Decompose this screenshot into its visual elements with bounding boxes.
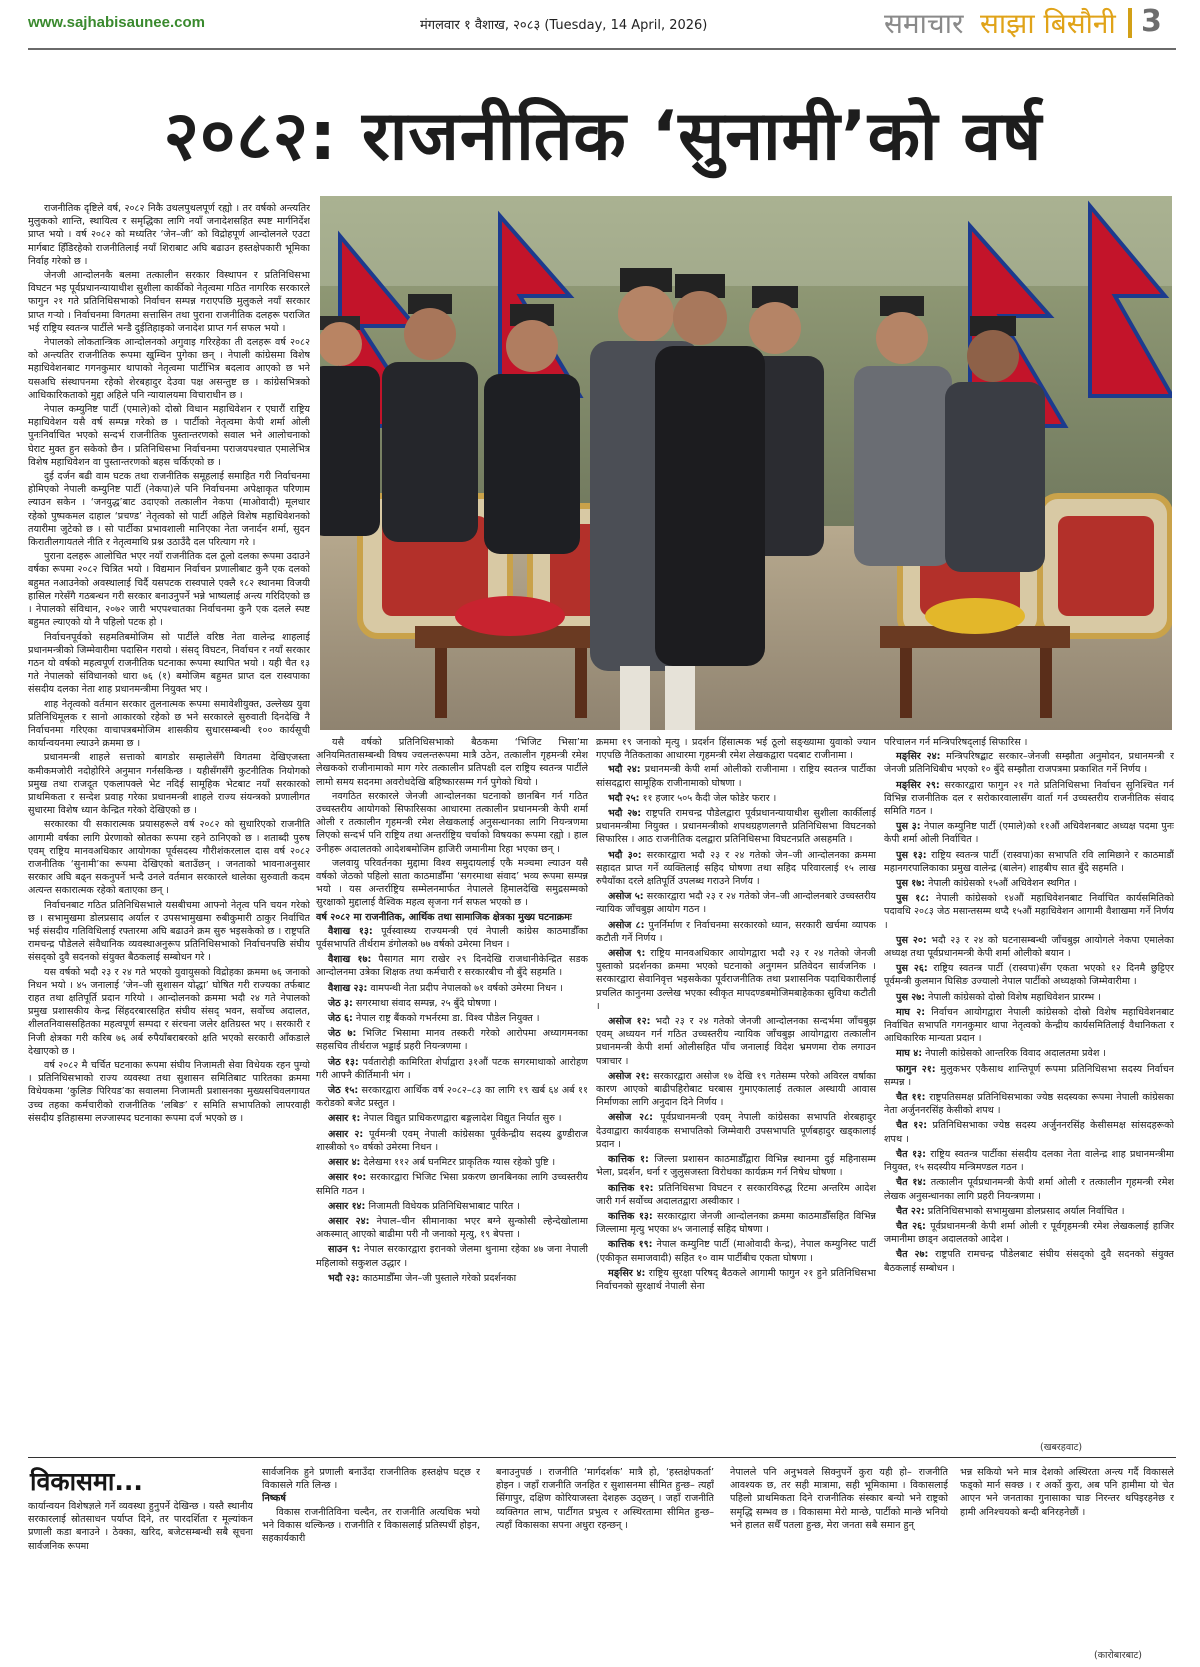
- timeline-entry: [316, 1243, 588, 1269]
- timeline-date: असार १०:: [328, 1172, 367, 1184]
- timeline-entry: [884, 750, 1174, 776]
- timeline-entry: [884, 1047, 1174, 1060]
- article-credit: (खबरहवाट): [1040, 1442, 1083, 1453]
- photo-illustration: [320, 196, 1172, 730]
- timeline-text: ११ हजार ५०५ कैदी जेल फोडेर फरार ।: [639, 792, 777, 804]
- column-1: [28, 202, 310, 1449]
- timeline-text: प्रतिनिधिसभाको सभामुखमा डोलप्रसाद अर्याल निर्वाचित ।: [924, 1205, 1125, 1217]
- timeline-entry: [884, 962, 1174, 988]
- timeline-entry: [596, 763, 876, 789]
- timeline-date: पुस २०:: [896, 934, 927, 946]
- timeline-date: पुस २७:: [896, 991, 926, 1003]
- timeline-entry: [316, 1272, 588, 1285]
- timeline-entry: [316, 982, 588, 995]
- timeline-entry: [596, 1238, 876, 1264]
- timeline-date: चैत ११:: [896, 1092, 926, 1104]
- timeline-text: वामपन्थी नेता प्रदीप नेपालको ७१ वर्षको उमेरमा निधन ।: [367, 982, 563, 994]
- page-number: 3: [1141, 4, 1162, 39]
- timeline-text: मन्त्रिपरिषद्बाट सरकार–जेनजी सम्झौता अनुमोदन, प्रधानमन्त्री र जेनजी प्रतिनिधिबीच भएको १० बुँदे सम्झौता राजपत्रमा प्रकाशित गर्ने निर्णय ।: [884, 751, 1174, 776]
- article-paragraph: राजनीतिक दृष्टिले वर्ष, २०८२ निकै उथलपुथलपूर्ण रह्यो । तर वर्षको अन्त्यतिर मुलुकको शान्ति, स्थायित्व र समृद्धिका लागि नयाँ जनादेशसहित स्पष्ट मार्गनिर्देश प्राप्त भयो । वर्ष २०८२ को मध्यतिर ‘जेन–जी’ को विद्रोहपूर्ण आन्दोलनले एउटा मार्गबाट हिँडिरहेको राजनीतिलाई नयाँ शिराबाट अघि बढाउन हस्तक्षेपकारी भूमिका निर्वाह गरेको छ ।: [28, 203, 310, 267]
- timeline-entry: [596, 1111, 876, 1151]
- timeline-date: साउन ९:: [328, 1244, 361, 1256]
- timeline-date: वैशाख २३:: [328, 982, 368, 994]
- article-paragraph: दुई दर्जन बढी वाम घटक तथा राजनीतिक समूहलाई समाहित गरी निर्वाचनमा होमिएको नेपाली कम्युनिष्ट पार्टी (नेकपा)ले पनि निर्वाचनमा अपेक्षाकृत परिणाम ल्याउन सकेन । ‘जनयुद्ध’बाट उदाएको तत्कालीन नेकपा (माओवादी) मूलधार रहेको पुष्पकमल दाहाल ‘प्रचण्ड’ नेतृत्वको सो पार्टी अहिले विशेष महाधिवेशनको तयारीमा जुटेको छ । सो पार्टीका प्रभावशाली मानिएका नेता जनार्दन शर्मा, सुदन किरातीलगायतले नीति र नेतृत्वमाथि प्रश्न उठाउँदै दल परित्याग गरे ।: [28, 471, 310, 549]
- article-paragraph: निर्वाचनपूर्वको सहमतिबमोजिम सो पार्टीले वरिष्ठ नेता वालेन्द्र शाहलाई प्रधानमन्त्रीको जिम्मेवारीमा पदासिन गरायो । संसद् विघटन, निर्वाचन र नयाँ सरकार गठन यो वर्षको महत्वपूर्ण राजनीतिक घटनाका रूपमा स्थापित भयो । यही चैत १३ गते नेपालको संविधानको धारा ७६ (१) बमोजिम बहुमत प्राप्त दल रास्वपाका संसदीय दलका नेता शाह प्रधानमन्त्रीमा नियुक्त भए ।: [28, 631, 310, 696]
- timeline-text: पूर्वप्रधानमन्त्री एवम् नेपाली कांग्रेसका सभापति शेरबहादुर देउवाद्वारा कार्यवाहक सभापतिको जिम्मेवारी उपसभापति पूर्णबहादुर खड्कालाई प्रदान ।: [596, 1112, 876, 1150]
- timeline-text: सरकारद्वारा जेनजी आन्दोलनका क्रममा काठमाडौँसहित विभिन्न जिल्लामा मृत्यु भएका ४५ जनालाई सहिद घोषणा ।: [596, 1210, 876, 1236]
- timeline-date: कात्तिक १९:: [608, 1239, 653, 1251]
- timeline-date: चैत १३:: [896, 1148, 926, 1160]
- timeline-date: कात्तिक १३:: [608, 1210, 653, 1222]
- timeline-date: भदौ २३:: [328, 1272, 360, 1284]
- timeline-entry: [884, 1006, 1174, 1046]
- timeline-text: नेपाल सरकारद्वारा इरानको जेलमा थुनामा रहेका ४७ जना नेपाली महिलाको सकुशल उद्धार ।: [316, 1244, 588, 1269]
- timeline-entry: [596, 1015, 876, 1068]
- timeline-text: देलेखमा ११२ अर्ब घनमिटर प्राकृतिक ग्यास रहेको पुष्टि ।: [360, 1157, 556, 1169]
- timeline-entry: [884, 849, 1174, 875]
- timeline-entry: [884, 1176, 1174, 1202]
- timeline-date: चैत २७:: [896, 1249, 929, 1261]
- site-url[interactable]: www.sajhabisaunee.com: [28, 14, 206, 31]
- page-header: [0, 0, 1200, 48]
- timeline-entry: [884, 1205, 1174, 1218]
- timeline-date: वैशाख १७:: [328, 954, 372, 966]
- timeline-entry: [884, 1091, 1174, 1117]
- header-divider: [1128, 8, 1132, 38]
- timeline-entry: [596, 1182, 876, 1208]
- timeline-text: सरकारद्वारा आर्थिक वर्ष २०८२–८३ का लागि १९ खर्ब ६४ अर्ब ११ करोडको बजेट प्रस्तुत ।: [316, 1085, 588, 1110]
- bottom-column-4: नेपालले पनि अनुभवले सिक्नुपर्ने कुरा यही हो– राजनीति आवश्यक छ, तर सही मात्रामा, सही भूमिकामा । विकासलाई पहिलो प्राथमिकता दिने राजनीतिक संस्कार बन्यो भने राष्ट्रको समृद्धि सम्भव छ । विकासमा मेरो मान्छे, पार्टीको मान्छे भनियो भने हालत सधैँ पतला हुन्छ, मेरा जनता सबै समान हुन्: [730, 1467, 948, 1531]
- timeline-date: कात्तिक १२:: [608, 1182, 654, 1194]
- column-4: [884, 736, 1174, 1454]
- timeline-entry: [316, 1215, 588, 1241]
- article-paragraph: प्रधानमन्त्री शाहले सत्ताको बागडोर सम्हालेसँगै विगतमा देखिएजस्ता कमीकमजोरी नदोहोरिने अनुमान गर्नसकिन्छ । यहीसँगसँगै कुटनीतिक नियोगको प्रमुख तथा राजदूत एकलापक्ले भेट नदिई सामूहिक भेटबाट नयाँ सरकारको प्राथमिकता र सन्देश प्रवाह गरेका प्रधानमन्त्री शाहले राज्य संयन्त्रको प्रणालीगत सुधारमा विशेष ध्यान केन्द्रित गरेको देखिएको छ ।: [28, 752, 310, 817]
- timeline-text: राष्ट्रपतिसमक्ष प्रतिनिधिसभाका ज्येष्ठ सदस्यका रूपमा नेपाली कांग्रेसका नेता अर्जुननरसिंह केसीको शपथ ।: [884, 1092, 1174, 1117]
- column-3: [596, 736, 876, 1454]
- article-paragraph: सरकारका यी सकारात्मक प्रयासहरूले वर्ष २०८२ को सुधारिएको राजनीति आगामी वर्षका लागि प्रेरणाको स्रोतका रूपमा रहने ठानिएको छ । शताब्दी पुरुष एवम् राष्ट्रिय मानवअधिकार आयोगका पूर्वसदस्य गौरीशंकरलाल दास वर्ष २०८२ राजनीतिक ‘सुनामी’का रूपमा देखिएको बताउँछन् । जनताको भावनाअनुसार सरकार अघि बढ्न सकनुपर्ने भन्दै उनले वर्तमान सरकारले थालेका सुरुवाती कदम अत्यन्त सकारात्मक रहेको बताएका छन् ।: [28, 819, 310, 897]
- timeline-entry: [596, 792, 876, 805]
- timeline-entry: [596, 807, 876, 847]
- timeline-text: प्रतिनिधिसभा विघटन र सरकारविरुद्ध रिटमा अन्तरिम आदेश जारी गर्न सर्वोच्च अदालतद्वारा अस्वीकार ।: [596, 1182, 876, 1207]
- timeline-date: भदौ २४:: [608, 764, 641, 776]
- timeline-entry: [884, 1148, 1174, 1174]
- timeline-date: पुस २६:: [896, 963, 928, 975]
- article-paragraph: नेपाल कम्युनिष्ट पार्टी (एमाले)को दोस्रो विधान महाधिवेशन र एघारौं राष्ट्रिय महाधिवेशन यसै वर्ष सम्पन्न गरेको छ । पार्टीको नेतृत्वमा केपी शर्मा ओली पुनःनिर्वाचित भएको सन्दर्भ राजनीतिक पुस्तान्तरणको सवाल भने आलोचनाको घेराट मुक्त हुन सकेको छैन । प्रतिनिधिसभा निर्वाचनमा पराजयपश्चात एमालेभित्र विशेष महाधिवेशन वा पुस्तान्तरणको बहस चर्किएको छ ।: [28, 404, 310, 468]
- timeline-date: असार १:: [328, 1113, 361, 1125]
- timeline-entry: [316, 953, 588, 979]
- continuation-title: विकासमा...: [30, 1467, 143, 1496]
- timeline-entry: [884, 1063, 1174, 1089]
- timeline-entry: [884, 1119, 1174, 1145]
- timeline-text: सरकारद्वारा भिजिट भिसा प्रकरण छानबिनका लागि उच्चस्तरीय समिति गठन ।: [316, 1172, 588, 1197]
- timeline-text: राष्ट्रपति रामचन्द्र पौडेलबाट संघीय संसद्को दुवै सदनको संयुक्त बैठकलाई सम्बोधन ।: [884, 1249, 1174, 1274]
- timeline-text: नेपाल विद्युत प्राधिकरणद्वारा बङ्गलादेश विद्युत निर्यात सुरु ।: [360, 1113, 562, 1125]
- timeline-date: मङ्सिर ४:: [608, 1267, 646, 1279]
- article-paragraph: नेपालको लोकतान्त्रिक आन्दोलनको अगुवाइ गरिरहेका ती दलहरू वर्ष २०८२ को अन्त्यतिर राजनीतिक रूपमा खुम्चिन पुगेका छन् । नेपाली कांग्रेसमा विशेष महाधिवेशनबाट गगनकुमार थापाको नेतृत्वमा पार्टीभित्र बदलाव आएको छ भने यसअघि संस्थापनमा रहेको शेरबहादुर देउवा पक्ष असन्तुष्ट छ । कांग्रेसभित्रको आधिकारिकताको मुद्दा अहिले पनि न्यायालयमा विचाराधीन छ ।: [28, 337, 310, 401]
- timeline-entry: [884, 892, 1174, 932]
- timeline-date: पुस १७:: [896, 878, 926, 890]
- timeline-text: तत्कालीन पूर्वप्रधानमन्त्री केपी शर्मा ओली र तत्कालीन गृहमन्त्री रमेश लेखक अनुसन्धानका लागि प्रहरी नियन्त्रणमा ।: [884, 1177, 1174, 1202]
- conclusion-heading: निष्कर्ष: [262, 1493, 286, 1505]
- timeline-date: असोज २८:: [608, 1112, 653, 1124]
- section-rule: [28, 1457, 1176, 1458]
- timeline-date: जेठ १३:: [328, 1056, 359, 1068]
- timeline-entry: [884, 820, 1174, 846]
- bottom-paragraph: सार्वजनिक हुने प्रणाली बनाउँदा राजनीतिक हस्तक्षेप घट्छ र विकासले गति लिन्छ ।: [262, 1467, 480, 1492]
- timeline-text: सरकारद्वारा भदौ २३ र २४ गतेको जेन–जी आन्दोलनबारे उच्चस्तरीय न्यायिक जाँचबुझ आयोग गठन ।: [596, 891, 876, 916]
- dateline: मंगलवार १ वैशाख, २०८३ (Tuesday, 14 April, 2026): [420, 18, 708, 33]
- timeline-text: नेपाल कम्युनिष्ट पार्टी (एमाले)को ११औं अधिवेशनबाट अध्यक्ष पदमा पुनः केपी शर्मा ओली निर्वाचित ।: [884, 821, 1174, 846]
- timeline-date: मङ्सिर २४:: [896, 751, 941, 763]
- timeline-date: भदौ ३०:: [608, 849, 642, 861]
- timeline-text: पूर्वमन्त्री एवम् नेपाली कांग्रेसका पूर्वकेन्द्रीय सदस्य ढुण्डीराज शास्त्रीको ९० वर्षको उमेरमा निधन ।: [316, 1128, 588, 1153]
- article-paragraph: यसै वर्षको प्रतिनिधिसभाको बैठकमा ‘भिजिट भिसा’मा अनियमिततासम्बन्धी विषय ज्वलन्तरूपमा मात्रै उठेन, तत्कालीन गृहमन्त्री रमेश लेखकको राजीनामाको माग गरेर तत्कालीन प्रतिपक्षी दल राष्ट्रिय स्वतन्त्र पार्टीले लामो समय सदनमा अवरोधदेखि बहिष्कारसम्म गर्न पुगेको थियो ।: [316, 737, 588, 788]
- bottom-column-1: कार्यान्वयन विशेषज्ञले गर्ने व्यवस्था हुनुपर्ने देखिन्छ । यस्तै स्थानीय सरकारलाई स्रोतसाधन पर्याप्त दिने, तर पारदर्शिता र मूल्यांकन प्रणाली कडा बनाउने । ठेक्का, खरिद, बजेटसम्बन्धी सबै सूचना सार्वजनिक रूपमा: [28, 1501, 253, 1552]
- timeline-text: सरकारद्वारा भदौ २३ र २४ गतेको जेन–जी आन्दोलनका क्रममा सहादत प्राप्त गर्ने व्यक्तिलाई सहिद घोषणा तथा सहिद परिवारलाई १५ लाख रुपैयाँका दरले क्षतिपूर्ति उपलब्ध गराउने निर्णय ।: [596, 849, 876, 888]
- timeline-date: फागुन २१:: [896, 1063, 936, 1075]
- timeline-text: राष्ट्रपति रामचन्द्र पौडेलद्वारा पूर्वप्रधानन्यायाधीश सुशीला कार्कीलाई प्रधानमन्त्रीमा नियुक्त । प्रधानमन्त्रीको शपथग्रहणलगत्तै प्रतिनिधिसभा विघटनको सिफारिस । आठ राजनीतिक दलद्वारा प्रतिनिधिसभा विघटनप्रति असहमति ।: [596, 808, 876, 846]
- timeline-text: पर्वतारोही कामिरिता शेर्पाद्वारा ३१औं पटक सगरमाथाको आरोहण गरी आफ्नै कीर्तिमानी भंग ।: [316, 1056, 588, 1081]
- timeline-date: जेठ १५:: [328, 1085, 359, 1097]
- timeline-text: नेपाली कांग्रेसको आन्तरिक विवाद अदालतमा प्रवेश ।: [922, 1048, 1107, 1060]
- article-paragraph: नवगठित सरकारले जेनजी आन्दोलनका घटनाको छानबिन गर्न गठित उच्चस्तरीय आयोगको सिफारिसका आधारमा तत्कालीन प्रधानमन्त्री केपी शर्मा ओली र तत्कालीन गृहमन्त्री रमेश लेखकलाई अनुसन्धानका लागि नियन्त्रणमा लिएको सन्दर्भ पनि राष्ट्रिय तथा अन्तर्राष्ट्रिय चर्चाको विषयका रूपमा रह्यो । हाल उनीहरू अदालतको आदेशबमोजिम हाजिरी जमानीमा रिहा भएका छन् ।: [316, 790, 588, 855]
- timeline-continued: परिचालन गर्न मन्त्रिपरिषद्लाई सिफारिस ।: [884, 737, 1028, 748]
- timeline-date: कात्तिक १:: [608, 1154, 649, 1166]
- header-rule: [28, 48, 1176, 50]
- bottom-column-3: बनाउनुपर्छ । राजनीति ‘मार्गदर्शक’ मात्रै हो, ‘हस्तक्षेपकर्ता’ होइन । जहाँ राजनीति जनहित र सुशासनमा सीमित हुन्छ– त्यहाँ सिंगापुर, दक्षिण कोरियाजस्ता देशहरू उठ्छन् । जहाँ राजनीति व्यक्तिगत लाभ, पार्टीगत प्रभुत्व र अस्थिरतामा सीमित हुन्छ– त्यहाँ विकासका सपना अधुरा रहन्छन् ।: [496, 1467, 714, 1531]
- timeline-text: राष्ट्रिय सुरक्षा परिषद् बैठकले आगामी फागुन २१ हुने प्रतिनिधिसभा निर्वाचनको सुरक्षार्थ नेपाली सेना: [596, 1267, 876, 1292]
- timeline-entry: [884, 1248, 1174, 1274]
- timeline-date: जेठ ७:: [328, 1028, 357, 1040]
- timeline-text: नेपाल राष्ट्र बैंकको गभर्नरमा डा. विश्व पौडेल नियुक्त ।: [352, 1013, 540, 1025]
- timeline-entry: [316, 1112, 588, 1125]
- timeline-date: वैशाख १३:: [328, 925, 373, 937]
- timeline-entry: [316, 1200, 588, 1213]
- headline: २०८२: राजनीतिक ‘सुनामी’को वर्ष: [163, 97, 1043, 176]
- timeline-entry: [316, 1128, 588, 1154]
- timeline-date: असार १४:: [328, 1200, 366, 1212]
- timeline-text: नेपाली कांग्रेसको १४औं महाधिवेशनबाट निर्वाचित कार्यसमितिको पदावधि २०८३ जेठ मसान्तसम्म थप्दै १५औं महाधिवेशन आगामी वैशाखमा गर्ने निर्णय ।: [884, 893, 1174, 931]
- timeline-text: मुलुकभर एकैसाथ शान्तिपूर्ण रूपमा प्रतिनिधिसभा सदस्य निर्वाचन सम्पन्न ।: [884, 1063, 1174, 1088]
- article-paragraph: पुराना दलहरू आलोचित भएर नयाँ राजनीतिक दल ठूलो दलका रूपमा उदाउने वर्षका रूपमा २०८२ चित्रित भयो । विद्यमान निर्वाचन प्रणालीबाट कुनै एक दलको बहुमत नआउनेको अवस्थालाई चिर्दै यसपटक रास्वपाले एक्लै १८२ स्थानमा विजयी हासिल गरेसँगै गठबन्धन गरी सरकार बनाउनुपर्ने भन्ने भाष्यलाई अन्त्य गरिदिएको छ । नेपालको संविधान, २०७२ जारी भएपश्चातका निर्वाचनमा कुनै एक दलले स्पष्ट बहुमत ल्याएको यो नै पहिलो पटक हो ।: [28, 551, 310, 629]
- timeline-text: नेपाल कम्युनिष्ट पार्टी (माओवादी केन्द्र), नेपाल कम्युनिस्ट पार्टी (एकीकृत समाजवादी) सहित १० वाम पार्टीबीच एकता घोषणा ।: [596, 1239, 876, 1264]
- timeline-text: सगरमाथा संवाद सम्पन्न, २५ बुँदे घोषणा ।: [352, 997, 498, 1009]
- timeline-entry: [596, 1210, 876, 1236]
- timeline-date: मङ्सिर २९:: [896, 779, 940, 791]
- news-photo: [320, 196, 1172, 730]
- article-paragraph: शाह नेतृत्वको वर्तमान सरकार तुलनात्मक रूपमा समावेशीयुक्त, उल्लेख्य युवा प्रतिनिधिमूलक र सानो आकारको रहेको छ भने सरकारले सुरुवाती दिनदेखि नै निर्वाचनमा गरिएका वाचापत्रबमोजिम शासकीय सुधारसम्बन्धी १०० कार्यसूची कार्यान्वयनमा ल्याउने क्रममा छ ।: [28, 698, 310, 750]
- timeline-text: पुनर्निर्माण र निर्वाचनमा सरकारको ध्यान, सरकारी खर्चमा व्यापक कटौती गर्ने निर्णय ।: [596, 919, 876, 944]
- timeline-date: भदौ २७:: [608, 808, 642, 820]
- timeline-date: चैत १४:: [896, 1177, 927, 1189]
- timeline-date: माघ २:: [896, 1006, 926, 1018]
- timeline-text: भदौ २३ र २४ को घटनासम्बन्धी जाँचबुझ आयोगले नेकपा एमालेका अध्यक्ष तथा पूर्वप्रधानमन्त्री केपी शर्मा ओलीको बयान ।: [884, 934, 1174, 960]
- timeline-entry: [316, 1171, 588, 1197]
- timeline-text: प्रधानमन्त्री केपी शर्मा ओलीको राजीनामा । राष्ट्रिय स्वतन्त्र पार्टीका सांसदद्वारा सामूहिक राजीनामाको घोषणा ।: [596, 764, 876, 789]
- timeline-entry: [596, 849, 876, 889]
- timeline-entry: [596, 947, 876, 1013]
- timeline-entry: [596, 919, 876, 945]
- timeline-text: निजामती विधेयक प्रतिनिधिसभाबाट पारित ।: [365, 1200, 520, 1212]
- timeline-entry: [316, 925, 588, 951]
- timeline-text: नेपाली कांग्रेसको दोस्रो विशेष महाधिवेशन प्रारम्भ ।: [925, 991, 1101, 1003]
- timeline-date: असोज ९:: [608, 948, 646, 960]
- timeline-date: असार ४:: [328, 1157, 361, 1169]
- article-paragraph: यस वर्षको भदौ २३ र २४ गते भएको युवायुसको विद्रोहका क्रममा ७६ जनाको निधन भयो । ४५ जनालाई ‘जेन–जी सुशासन योद्धा’ घोषित गरी राज्यका तर्फबाट राहत तथा क्षतिपूर्ति प्रदान गरियो । आन्दोलनको क्रममा भदौ २४ गते नेपालको प्रमुख प्रशासकीय केन्द्र सिंहदरबारसहित संघीय संसद् भवन, सर्वोच्च अदालत, शीलतनिवाससहितका महत्वपूर्ण सम्पदा र संरचना जलेर क्षतिग्रस्त भए । सरकारी र निजी क्षेत्रका गरी करिब ७६ अर्ब रुपैयाँबराबरको क्षति भएको सरकारी आँकडाले देखाएको छ ।: [28, 966, 310, 1057]
- timeline-entry: [884, 779, 1174, 819]
- timeline-text: भिजिट भिसामा मानव तस्करी गरेको आरोपमा अध्यागमनका सहसचिव तीर्थराज भड्डाई प्रहरी नियन्त्रणमा ।: [316, 1028, 588, 1053]
- timeline-date: असार २४:: [328, 1215, 370, 1227]
- timeline-text: राष्ट्रिय स्वतन्त्र पार्टीका संसदीय दलका नेता वालेन्द्र शाह प्रधानमन्त्रीमा नियुक्त, १५ सदस्यीय मन्त्रिमण्डल गठन ।: [884, 1148, 1174, 1174]
- timeline-text: पूर्वप्रधानमन्त्री केपी शर्मा ओली र पूर्वगृहमन्त्री रमेश लेखकलाई हाजिर जमानीमा छाड्न अदालतको आदेश ।: [884, 1220, 1174, 1246]
- article-paragraph: जलवायु परिवर्तनका मुद्दामा विश्व समुदायलाई एकै मञ्चमा ल्याउन यसै वर्षको जेठको पहिलो साता काठमाडौँमा ‘सगरमाथा संवाद’ भव्य रूपमा सम्पन्न भयो । यस अन्तर्राष्ट्रिय सम्मेलनमार्फत नेपालले हिमालदेखि समुद्रसम्मको सुरक्षाको मुद्दालाई वैश्विक महत्व सृजना गर्न सफल भएको छ ।: [316, 857, 588, 909]
- timeline-text: राष्ट्रिय स्वतन्त्र पार्टी (रास्वपा)का सभापति रवि लामिछाने र काठमाडौं महानगरपालिकाका प्रमुख वालेन्द्र (बालेन) शाहबीच सात बुँदे सहमति ।: [884, 849, 1174, 874]
- bottom-paragraph: विकास राजनीतिविना चल्दैन, तर राजनीति अत्यधिक भयो भने विकास थल्किन्छ । राजनीति र विकासलाई प्रतिस्पर्धी होइन, सहकार्यकारी: [262, 1506, 480, 1545]
- timeline-entry: [884, 991, 1174, 1004]
- timeline-entry: [884, 877, 1174, 890]
- timeline-text: राष्ट्रिय स्वतन्त्र पार्टी (रास्वपा)सँग एकता भएको १२ दिनमै छुट्टिएर पूर्वमन्त्री कुलमान घिसिङ उज्यालो नेपाल पार्टीको अध्यक्षको जिम्मेवारीमा ।: [884, 963, 1174, 988]
- paper-name: साझा बिसौनी: [980, 7, 1116, 40]
- timeline-entry: [596, 890, 876, 916]
- timeline-text: प्रतिनिधिसभाका ज्येष्ठ सदस्य अर्जुननरसिंह केसीसमक्ष सांसदहरूको शपथ ।: [884, 1120, 1174, 1145]
- timeline-date: असोज ५:: [608, 891, 644, 903]
- timeline-entry: [316, 1027, 588, 1053]
- timeline-entry: [596, 1070, 876, 1110]
- timeline-text: निर्वाचन आयोगद्वारा नेपाली कांग्रेसको दोस्रो विशेष महाधिवेशनबाट निर्वाचित सभापति गगनकुमार थापा नेतृत्वको केन्द्रीय कार्यसमितिलाई वैधानिकता र आधिकारिक मान्यता प्रदान ।: [884, 1006, 1174, 1045]
- timeline-entry: [316, 1084, 588, 1110]
- timeline-entry: [316, 1156, 588, 1169]
- timeline-date: पुस ३:: [896, 821, 921, 833]
- timeline-date: असोज १२:: [608, 1016, 651, 1028]
- timeline-text: सरकारद्वारा असोज १७ देखि १९ गतेसम्म परेको अविरल वर्षाका कारण आएको बाढीपहिरोबाट घरबास गुमाएकालाई तत्काल अस्थायी आवास निर्माणका लागि अनुदान दिने निर्णय ।: [596, 1070, 876, 1109]
- bottom-column-2: [262, 1466, 480, 1660]
- timeline-entry: [596, 1267, 876, 1293]
- timeline-text: पैसागत माग राखेर २९ दिनदेखि राजधानीकेन्द्रित सडक आन्दोलनमा उत्रेका शिक्षक तथा कर्मचारी र सरकारबीच नौ बुँदे सहमति ।: [316, 954, 588, 979]
- section-label: समाचार: [884, 7, 964, 40]
- timeline-text: जिल्ला प्रशासन काठमाडौँद्वारा विभिन्न स्थानमा दुई महिनासम्म भेला, प्रदर्शन, धर्ना र जुलुसजस्ता विरोधका कार्यक्रम गर्न निषेध घोषणा ।: [596, 1154, 876, 1179]
- timeline-date: असार २:: [328, 1128, 364, 1140]
- timeline-date: पुस १३:: [896, 849, 927, 861]
- timeline-date: असोज २१:: [608, 1070, 650, 1082]
- timeline-date: चैत २२:: [896, 1205, 925, 1217]
- timeline-entry: [316, 1056, 588, 1082]
- timeline-date: असोज ८:: [608, 919, 645, 931]
- timeline-entry: [316, 997, 588, 1010]
- article-paragraph: जेनजी आन्दोलनकै बलमा तत्कालीन सरकार विस्थापन र प्रतिनिधिसभा विघटन भइ पूर्वप्रधानन्यायाधीश सुशीला कार्कीको नेतृत्वमा गठित नागरिक सरकारले फागुन २१ गते प्रतिनिधिसभाको निर्वाचन सम्पन्न गराएपछि मुलुकले नयाँ सरकार प्राप्त गऱ्यो । निर्वाचनमा विगतमा सत्तासिन तथा पुराना राजनीतिक दलहरू पराजित भई राष्ट्रिय स्वतन्त्र पार्टीले भन्डै दुईतिहाइको जनादेश प्राप्त गर्न सफल भयो ।: [28, 270, 310, 334]
- timeline-date: जेठ ३:: [328, 997, 353, 1009]
- article-paragraph: निर्वाचनबाट गठित प्रतिनिधिसभाले यसबीचमा आफ्नो नेतृत्व पनि चयन गरेको छ । सभामुखमा डोलप्रसाद अर्याल र उपसभामुखमा रुबीकुमारी ठाकुर निर्वाचित भई संसदीय गतिविधिलाई रफ्तारमा अघि बढाउने क्रम सुरु भइसकेको छ । राष्ट्रपति रामचन्द्र पौडेलले संवैधानिक व्यवस्थाअनुरूप प्रतिनिधिसभाको निर्वाचनपछि संघीय संसद्को दुवै सदनको संयुक्त बैठकलाई सम्बोधन गरे ।: [28, 899, 310, 964]
- timeline-entry: [596, 1153, 876, 1179]
- timeline-text: पूर्वस्वास्थ्य राज्यमन्त्री एवं नेपाली कांग्रेस काठमाडौँका पूर्वसभापति तीर्थराम डंगोलको ७७ वर्षको उमेरमा निधन ।: [316, 925, 588, 951]
- column-2: [316, 736, 588, 1454]
- timeline-date: भदौ २५:: [608, 792, 640, 804]
- timeline-entry: [884, 1220, 1174, 1246]
- events-subheading: वर्ष २०८२ मा राजनीतिक, आर्थिक तथा सामाजिक क्षेत्रका मुख्य घटनाक्रमः: [316, 911, 572, 923]
- timeline-text: नेपाल–चीन सीमानाका भएर बग्ने सुन्कोसी ल्हेन्देखोलामा अकस्मात् आएको बाढीमा परी नौ जनाको मृत्यु, १९ बेपत्ता ।: [316, 1215, 588, 1241]
- bottom-credit: (कारोबारबाट): [1094, 1650, 1142, 1661]
- timeline-text: नेपाली कांग्रेसको १५औं अधिवेशन स्थगित ।: [925, 878, 1077, 890]
- article-paragraph: वर्ष २०८२ मै चर्चित घटनाका रूपमा संघीय निजामती सेवा विधेयक रहन पुग्यो । प्रतिनिधिसभाको राज्य व्यवस्था तथा सुशासन समितिबाट पारितका क्रममा विधेयकमा ‘कुलिङ पिरियड’का सवालमा निजामती प्रशासनका मुख्यसचिवलगायत उच्च तहका कर्मचारीको राजनीतिक ‘लबिङ’ र समिति सभापतिको लापरवाही संसदीय इतिहासमा लज्जास्पद घटनाका रूपमा दर्ज भएको छ ।: [28, 1060, 310, 1124]
- timeline-continued: क्रममा १९ जनाको मृत्यु । प्रदर्शन हिंसात्मक भई ठूलो सङ्ख्यामा युवाको ज्यान गएपछि नैतिकताका आधारमा गृहमन्त्री रमेश लेखकद्वारा पदबाट राजीनामा ।: [596, 737, 876, 762]
- timeline-entry: [884, 934, 1174, 960]
- timeline-date: पुस १८:: [896, 893, 930, 905]
- timeline-text: सरकारद्वारा फागुन २१ गते प्रतिनिधिसभा निर्वाचन सुनिश्चित गर्न विभिन्न राजनीतिक दल र सरोकारवालासँग वार्ता गर्न उच्चस्तरीय राजनीतिक संवाद समिति गठन ।: [884, 779, 1174, 818]
- timeline-text: भदौ २३ र २४ गतेको जेनजी आन्दोलनका सन्दर्भमा जाँचबुझ एवम् अध्ययन गर्न गठित उच्चस्तरीय न्यायिक जाँचबुझ आयोगद्वारा तत्कालीन प्रधानमन्त्री केपी शर्मा ओलीसहित पाँच जनालाई विदेश भ्रमणमा रोक लगाउन पत्राचार ।: [596, 1016, 876, 1067]
- timeline-text: राष्ट्रिय मानवअधिकार आयोगद्वारा भदौ २३ र २४ गतेको जेनजी पुस्ताको प्रदर्शनका क्रममा भएको घटनाको अनुगमन प्रतिवेदन सार्वजनिक । सरकारद्वारा सेवानिवृत्त भइसकेका पूर्वराजनीतिक तथा प्रशासनिक पदाधिकारीलाई प्रचलित कानुनमा उल्लेख भएका स्वीकृत मापदण्डबमोजिमबाहेकका सुविधा कटौती ।: [596, 948, 876, 1012]
- timeline-date: जेठ ६:: [328, 1013, 353, 1025]
- timeline-entry: [316, 1012, 588, 1025]
- bottom-column-5: भन्न सकियो भने मात्र देशको अस्थिरता अन्त्य गर्दै विकासले फड्को मार्न सक्छ । र अर्को कुरा, अब पनि हामीमा यो चेत आएन भने जनताका गुनासाका चाङ निरन्तर थपिइरहनेछ र हामी अनिश्चयको बन्दी बनिरहनेछौं ।: [960, 1467, 1174, 1518]
- timeline-date: माघ ४:: [896, 1048, 923, 1060]
- timeline-date: चैत १२:: [896, 1120, 928, 1132]
- timeline-text: काठमाडौँमा जेन–जी पुस्ताले गरेको प्रदर्शनका: [359, 1272, 517, 1284]
- timeline-date: चैत २६:: [896, 1220, 926, 1232]
